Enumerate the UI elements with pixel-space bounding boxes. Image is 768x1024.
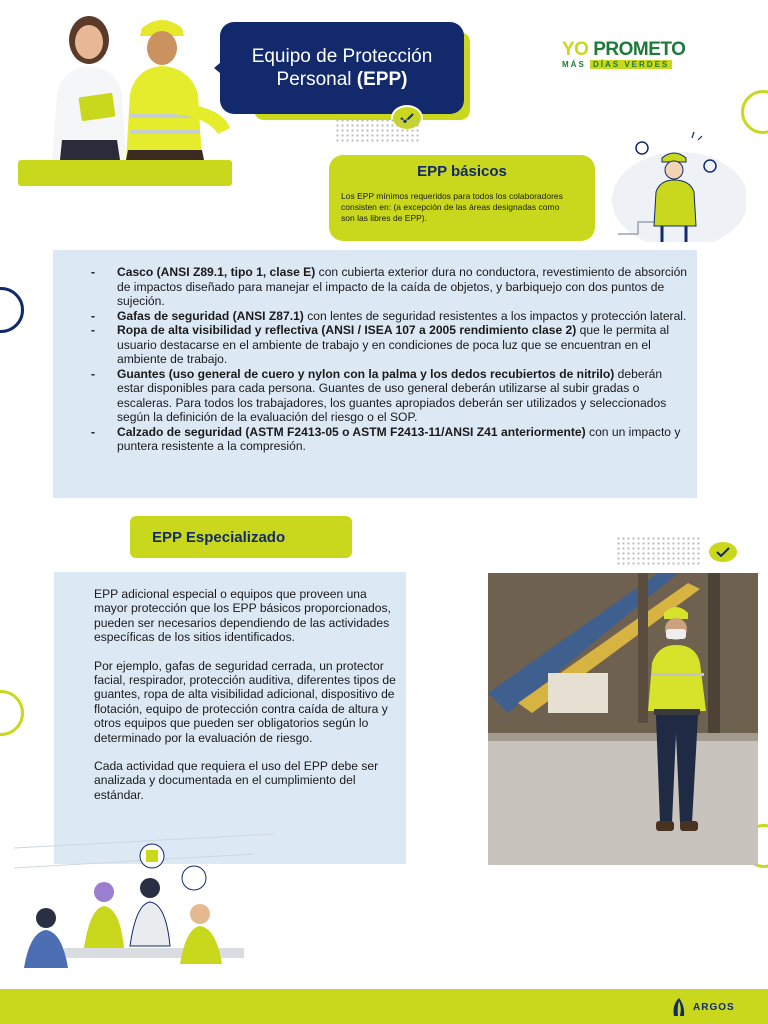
- epp-especializado-title: EPP Especializado: [130, 516, 352, 558]
- people-photo: [22, 10, 234, 162]
- decor-ring-right-top: [741, 90, 768, 134]
- epp-basicos-card: [329, 155, 595, 241]
- epp-basicos-title: EPP básicos: [417, 163, 507, 180]
- epp-especializado-panel: [54, 572, 406, 864]
- list-item: - Ropa de alta visibilidad y reflectiva (ANSI / ISEA 107 a 2005 rendimiento clase 2) que le permita al usuario destacarse en el ambiente de trabajo y en condiciones de poca luz que se encuentran en el ambiente de trabajo.: [91, 323, 670, 366]
- yo-prometo-logo: YO PROMETO MÁS DÍAS VERDES: [562, 39, 686, 69]
- epp-list: [91, 265, 691, 454]
- page-title: [220, 22, 464, 114]
- epp-especializado-text: [94, 587, 400, 816]
- page-title-line1: Equipo de Protección: [251, 46, 433, 67]
- footer-bar: [0, 989, 768, 1024]
- list-item: - Gafas de seguridad (ANSI Z87.1) con lentes de seguridad resistentes a los impactos y protección lateral.: [91, 308, 687, 323]
- epp-basicos-text: Los EPP mínimos requeridos para todos los colaboradores consisten en: (a excepción de las áreas designadas como son las libres de EPP).: [341, 191, 563, 223]
- dot-pattern-top: [335, 118, 419, 144]
- decor-ring-left-lime: [0, 690, 24, 736]
- paragraph: Cada actividad que requiera el uso del EPP debe ser analizada y documentada en el cumplimiento del estándar.: [94, 759, 379, 802]
- team-illustration: [4, 828, 274, 978]
- argos-logo-icon: [670, 997, 688, 1017]
- list-item: - Guantes (uso general de cuero y nylon con la palma y los dedos recubiertos de nitrilo) deberán estar disponibles para cada persona. Guantes de uso general deberán utilizarse al subir gradas o escaleras. Para todos los trabajadores, los guantes apropiados deberán ser utilizados y seleccionados según la definición de la evaluación del riesgo o el SOP.: [91, 366, 667, 424]
- worker-photo: [488, 573, 758, 865]
- worker-illustration: [598, 130, 746, 242]
- header-accent-bar: [18, 160, 232, 186]
- list-item: - Casco (ANSI Z89.1, tipo 1, clase E) con cubierta exterior dura no conductora, revestimiento de absorción de impactos diseñado para manejar el impacto de la caída de objetos, y barbiquejo con dos puntos de sujeción.: [91, 265, 688, 308]
- dot-pattern-right: [616, 536, 700, 566]
- argos-logo: [670, 996, 735, 1018]
- decor-ring-left-navy: [0, 287, 24, 333]
- argos-logo-text: ARGOS: [693, 1001, 735, 1013]
- list-item: - Calzado de seguridad (ASTM F2413-05 o ASTM F2413-11/ANSI Z41 anteriormente) con un impacto y puntera resistente a la compresión.: [91, 424, 681, 453]
- page-title-line2: Personal (EPP): [276, 69, 408, 90]
- paragraph: EPP adicional especial o equipos que proveen una mayor protección que los EPP básicos proporcionados, pueden ser necesarios dependiendo de las actividades específicas de los sitios identificados.: [94, 587, 391, 645]
- checkmark-icon: [709, 542, 737, 562]
- epp-basicos-list-panel: [53, 250, 697, 498]
- paragraph: Por ejemplo, gafas de seguridad cerrada, un protector facial, respirador, protección auditiva, diferentes tipos de guantes, ropa de alta visibilidad adicional, dispositivo de flotación, equipo de protección contra caída de altura y otros equipos que pueden ser obligatorios según lo determinado por la evaluación de riesgo.: [94, 658, 396, 745]
